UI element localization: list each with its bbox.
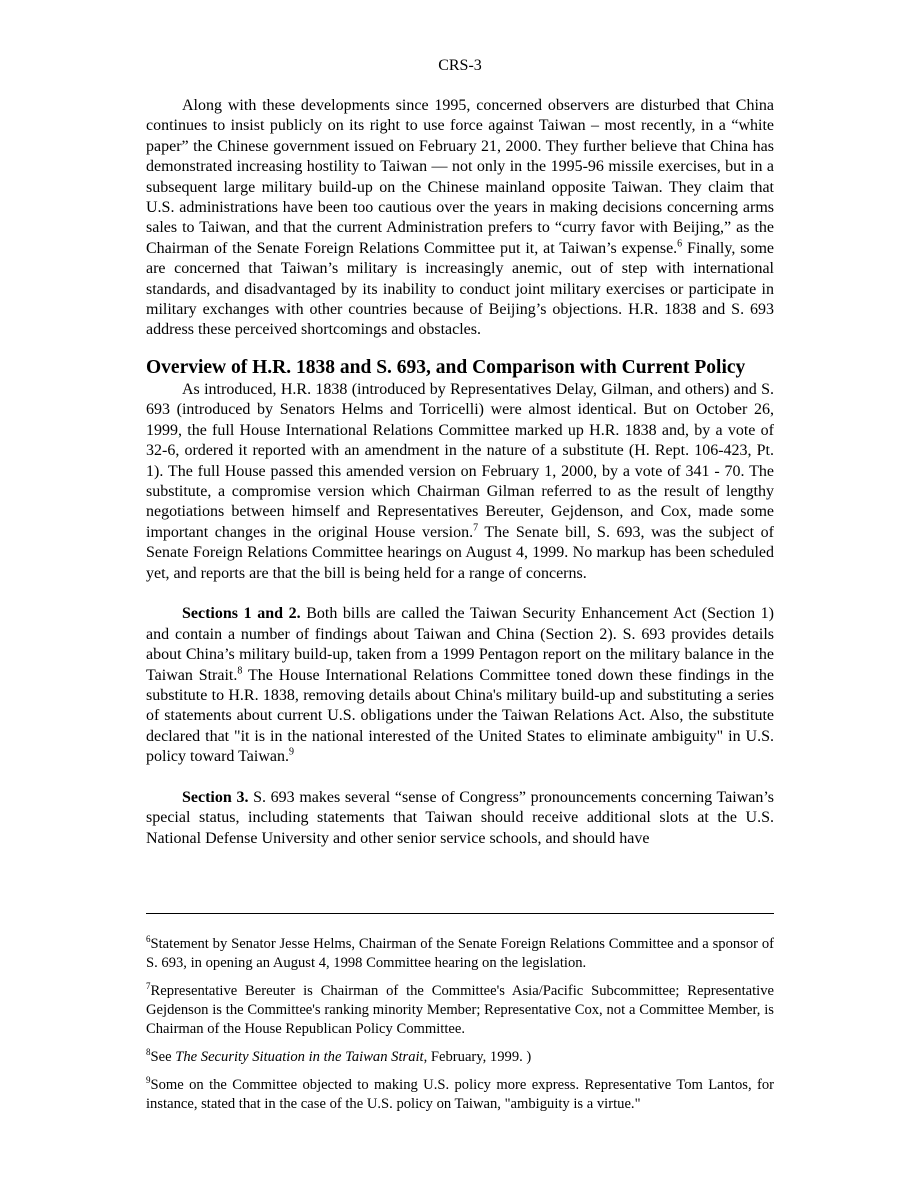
footnote-ref-9[interactable]: 9 [289,746,294,758]
footnote-9 [146,1076,774,1114]
paragraph-section-3 [146,788,774,849]
footnote-number: 8 [146,1047,151,1058]
footnote-ref-6[interactable]: 6 [677,238,683,250]
footnote-7 [146,982,774,1040]
paragraph-text: The House International Relations Committee toned down these findings in the substitute to H.R. 1838, removing details about China's military build-up and substituting a series of statements about current U.S. obligations under the Taiwan Relations Act. Also, the substitute declared that "it is in the national interested of the United States to eliminate ambiguity" in U.S. policy toward Taiwan. [146,666,774,766]
page-number-header: CRS-3 [438,57,482,74]
paragraph-text: Finally, some are concerned that Taiwan’s military is increasingly anemic, out of step with international standards, and disadvantaged by its inability to conduct joint military exercises or participate in military exchanges with other countries because of Beijing’s objections. H.R. 1838 and S. 693 address these perceived shortcomings and obstacles. [146,239,774,339]
footnote-number: 6 [146,934,151,945]
section-heading: Overview of H.R. 1838 and S. 693, and Comparison with Current Policy [146,356,746,378]
body-text [146,96,774,849]
footnote-divider [146,913,774,914]
run-in-heading: Section 3. [182,788,249,806]
paragraph-text: Along with these developments since 1995, concerned observers are disturbed that China continues to insist publicly on its right to use force against Taiwan – most recently, in a “white paper” the Chinese government issued on February 21, 2000. They further believe that China has demonstrated increasing hostility to Taiwan — not only in the 1995-96 missile exercises, but in a subsequent large military build-up on the Chinese mainland opposite Taiwan. They claim that U.S. administrations have been too cautious over the years in making decisions concerning arms sales to Taiwan, and that the current Administration prefers to “curry favor with Beijing,” as the Chairman of the Senate Foreign Relations Committee put it, at Taiwan’s expense. [146,97,774,257]
footnote-8 [146,1048,774,1067]
footnote-6 [146,935,774,973]
footnote-ref-8[interactable]: 8 [237,665,243,677]
run-in-heading: Sections 1 and 2. [182,605,301,623]
paragraph-text: As introduced, H.R. 1838 (introduced by Representatives Delay, Gilman, and others) and S. 693 (introduced by Senators Helms and Torricelli) were almost identical. But on October 26, 1999, the full House International Relations Committee marked up H.R. 1838 and, by a vote of 32-6, ordered it reported with an amendment in the nature of a substitute (H. Rept. 106-423, Pt. 1). The full House passed this amended version on February 1, 2000, by a vote of 341 - 70. The substitute, a compromise version which Chairman Gilman referred to as the result of lengthy negotiations between himself and Representatives Bereuter, Gejdenson, and Cox, made some important changes in the original House version. [146,380,774,541]
footnote-text: , February, 1999. ) [423,1049,532,1066]
footnote-text: Some on the Committee objected to making U.S. policy more express. Representative Tom Lantos, for instance, stated that in the case of the U.S. policy on Taiwan, "ambiguity is a virtue." [146,1076,774,1112]
paragraph-text: The Senate bill, S. 693, was the subject of Senate Foreign Relations Committee hearings on August 4, 1999. No markup has been scheduled yet, and reports are that the bill is being held for a range of concerns. [146,523,775,582]
footnote-ref-7[interactable]: 7 [473,522,479,534]
paragraph-developments [146,96,774,341]
footnote-number: 7 [146,981,151,992]
footnotes [146,935,774,1123]
cited-title: The Security Situation in the Taiwan Strait [175,1049,424,1066]
footnote-text: See [150,1049,176,1066]
footnote-number: 9 [146,1074,151,1085]
paragraph-overview [146,380,774,584]
paragraph-text: S. 693 makes several “sense of Congress” pronouncements concerning Taiwan’s special status, including statements that Taiwan should receive additional slots at the U.S. National Defense University and other senior service schools, and should have [146,788,775,847]
paragraph-sections-1-2 [146,604,774,767]
footnote-text: Representative Bereuter is Chairman of the Committee's Asia/Pacific Subcommittee; Representative Gejdenson is the Committee's ranking minority Member; Representative Cox, not a Committee Member, is Chairman of the House Republican Policy Committee. [146,982,774,1038]
footnote-text: Statement by Senator Jesse Helms, Chairman of the Senate Foreign Relations Committee and a sponsor of S. 693, in opening an August 4, 1998 Committee hearing on the legislation. [146,936,774,972]
paragraph-text: Both bills are called the Taiwan Security Enhancement Act (Section 1) and contain a number of findings about Taiwan and China (Section 2). S. 693 provides details about China’s military build-up, taken from a 1999 Pentagon report on the military balance in the Taiwan Strait. [146,605,775,684]
